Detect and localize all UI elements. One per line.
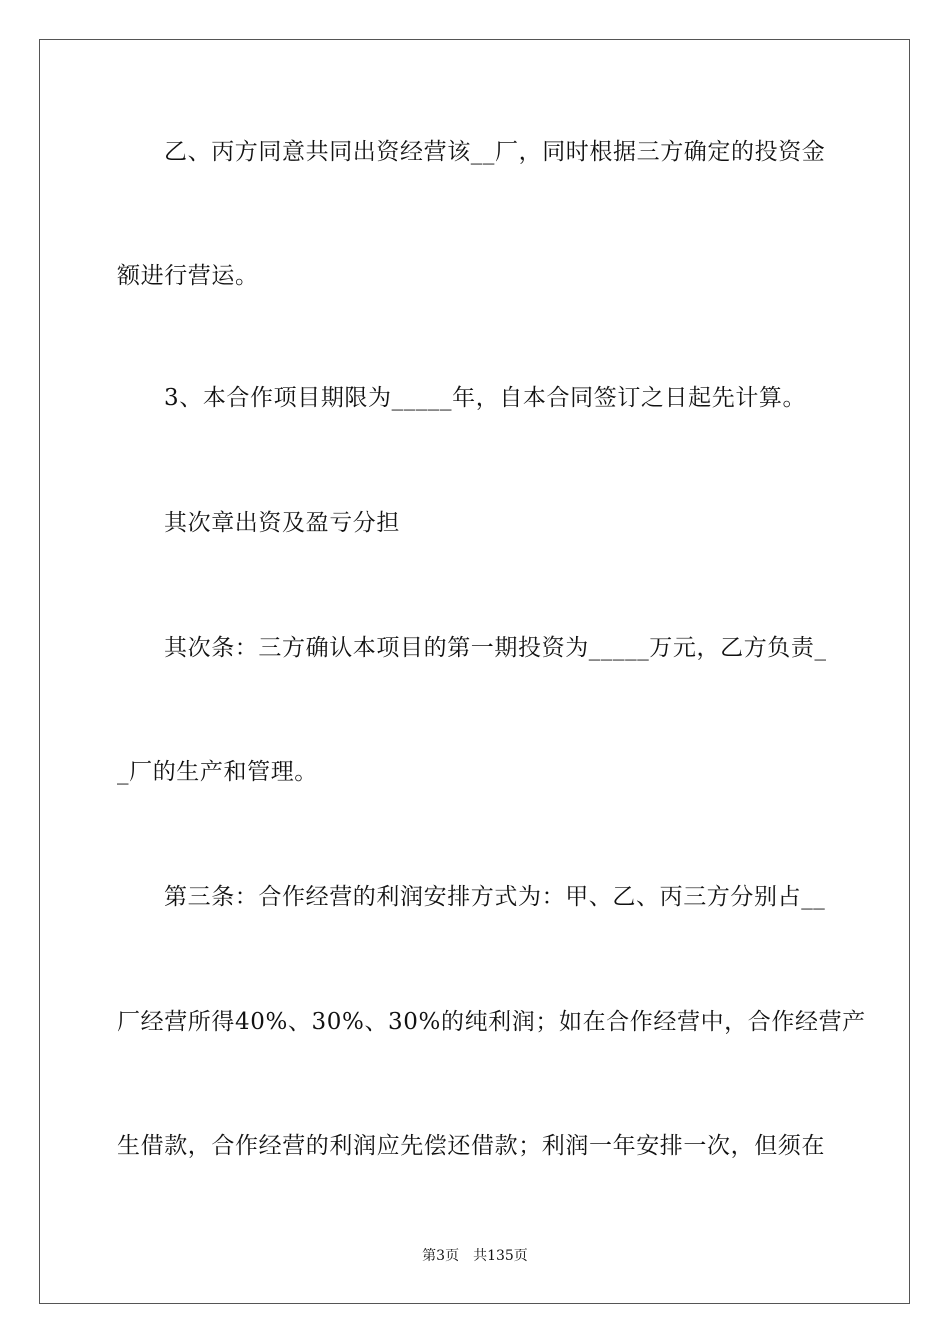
text-line-7: 第三条：合作经营的利润安排方式为：甲、乙、丙三方分别占__ (164, 884, 826, 910)
text-line-8: 厂经营所得40%、30%、30%的纯利润；如在合作经营中，合作经营产 (117, 1009, 866, 1035)
text-line-5: 其次条：三方确认本项目的第一期投资为_____万元，乙方负责_ (164, 635, 827, 661)
text-line-1: 乙、丙方同意共同出资经营该__厂，同时根据三方确定的投资金 (164, 139, 826, 165)
section-heading: 其次章出资及盈亏分担 (164, 510, 400, 536)
text-line-3: 3、本合作项目期限为_____年，自本合同签订之日起先计算。 (164, 385, 807, 411)
page-number-footer: 第3页 共135页 (422, 1248, 528, 1264)
page-border (39, 39, 910, 1304)
text-line-2: 额进行营运。 (117, 263, 259, 289)
text-line-6: _厂的生产和管理。 (117, 759, 318, 785)
text-line-9: 生借款，合作经营的利润应先偿还借款；利润一年安排一次，但须在 (117, 1133, 825, 1159)
